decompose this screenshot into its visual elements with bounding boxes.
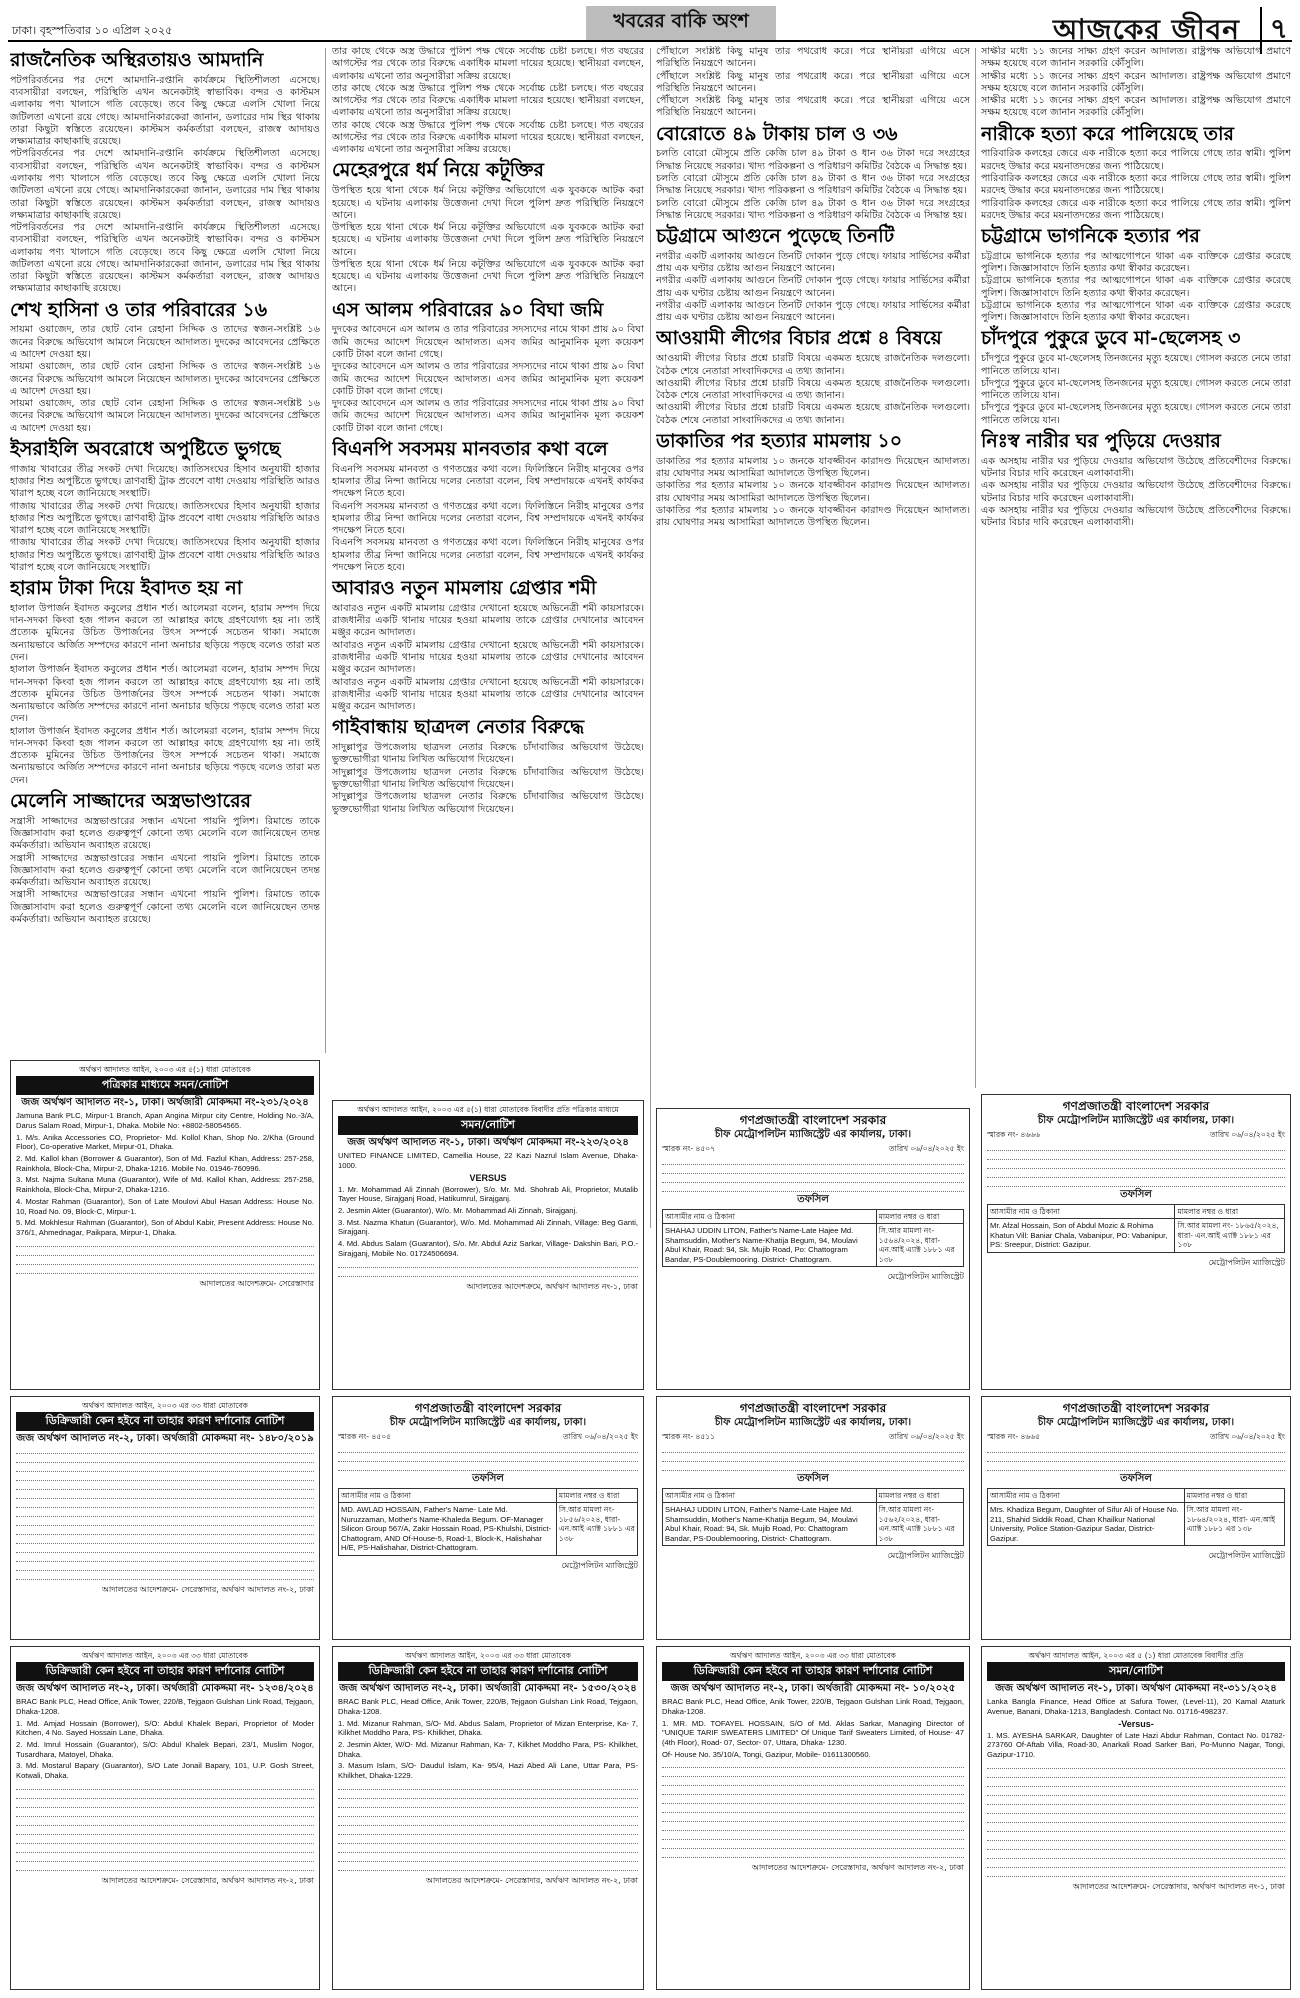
article-body: হালাল উপার্জন ইবাদত কবুলের প্রধান শর্ত। আলেমরা বলেন, হারাম সম্পদ দিয়ে দান-সদকা কিংবা হজ পালন করলে তা আল্লাহর কাছে গ্রহণযোগ্য হয় না। তাই প্রত্যেক মুমিনের উচিত উপার্জনের উৎস সম্পর্কে সচেতন থাকা। সমাজে অন্যায়ভাবে অর্জিত সম্পদের কারণে নানা অনাচার ছড়িয়ে পড়ছে বলেও তারা মত দেন। — [10, 725, 320, 786]
article-headline: নিঃস্ব নারীর ঘর পুড়িয়ে দেওয়ার — [981, 429, 1221, 452]
article-body: আওয়ামী লীগের বিচার প্রশ্নে চারটি বিষয়ে একমত হয়েছে রাজনৈতিক দলগুলো। বৈঠক শেষে নেতারা সাংবাদিকদের এ তথ্য জানান। — [656, 353, 970, 377]
article-body: বিএনপি সবসময় মানবতা ও গণতন্ত্রের কথা বলে। ফিলিস্তিনে নিরীহ মানুষের ওপর হামলার তীব্র নিন্দা জানিয়ে দলের নেতারা বলেন, বিশ্ব সম্প্রদায়কে এখনই কার্যকর পদক্ষেপ নিতে হবে। — [332, 463, 644, 500]
accused-name: Mrs. Khadiza Begum, Daughter of Sifur Ali of House No. 211, Shahid Siddik Road, Chan Khailkur National University, Police Station-Gazipur Sadar, District-Gazipur. — [988, 1503, 1185, 1546]
notice-office: চীফ মেট্রোপলিটন ম্যাজিস্ট্রেট এর কার্যালয়, ঢাকা। — [389, 1417, 587, 1428]
article-body: আবারও নতুন একটি মামলায় গ্রেপ্তার দেখানো হয়েছে অভিনেত্রী শমী কায়সারকে। রাজধানীর একটি থানায় দায়ের হওয়া মামলায় তাকে গ্রেপ্তার দেখানোর আবেদন মঞ্জুর করেন আদালত। — [332, 676, 644, 713]
notice-defendant: 3. Mst. Nazma Khatun (Guarantor), W/o. Md. Mohammad Ali Zinnah, Village: Beg Ganti, Sirajganj. — [338, 1217, 638, 1237]
notice-law-line: অর্থঋণ আদালত আইন, ২০০৩ এর ৩৩ ধারা মোতাবেক — [82, 1401, 248, 1410]
table-header: মামলার নম্বর ও ধারা — [556, 1489, 637, 1503]
notice-defendant: 2. Md. Imrul Hossain (Guarantor), S/O: Abdul Khalek Bepari, 23/1, Muslim Nogor, Tusardhara, Matoyel, Dhaka. — [16, 1740, 314, 1759]
table-header: আসামীর নাম ও ঠিকানা — [663, 1210, 877, 1224]
notice-law-line: অর্থঋণ আদালত আইন, ২০০৩ এর ৩৩ ধারা মোতাবেক — [730, 1651, 896, 1660]
cmm-notice — [332, 1396, 644, 1640]
notice-signature: মেট্রোপলিটন ম্যাজিস্ট্রেট — [1208, 1257, 1285, 1267]
article-body: পারিবারিক কলহের জেরে এক নারীকে হত্যা করে পালিয়ে গেছে তার স্বামী। পুলিশ মরদেহ উদ্ধার করে ময়নাতদন্তের জন্য পাঠিয়েছে। — [981, 172, 1291, 197]
notice-date: তারিখ ০৬/০৪/২০২৫ ইং — [1210, 1129, 1285, 1139]
article-body: নগরীর একটি এলাকায় আগুনে তিনটি দোকান পুড়ে গেছে। ফায়ার সার্ভিসের কর্মীরা প্রায় এক ঘণ্টার চেষ্টায় আগুন নিয়ন্ত্রণে আনেন। — [656, 299, 970, 324]
notice-court: জজ অর্থঋণ আদালত নং-১, ঢাকা। অর্থঋণ মোকদ্দমা নং-২২৩/২০২৪ — [347, 1136, 629, 1148]
notice-defendant: 1. Mr. Mohammad Ali Zinnah (Borrower), S/o. Mr. Md. Shohrab Ali, Proprietor, Mutalib Tayer House, Sirajganj Road, Hatikumrul, Sirajganj. — [338, 1184, 638, 1204]
article-body: পটপরিবর্তনের পর দেশে আমদানি-রপ্তানি কার্যক্রমে স্থিতিশীলতা এসেছে। ব্যবসায়ীরা বলছেন, পরিস্থিতি এখন অনেকটাই স্বাভাবিক। বন্দর ও কাস্টমস এলাকায় পণ্য খালাসে গতি বেড়েছে। তবে কিছু ক্ষেত্রে এলসি খোলা নিয়ে জটিলতা এখনো রয়ে গেছে। আমদানিকারকেরা জানান, ডলারের দাম স্থির থাকায় তারা কিছুটা স্বস্তিতে রয়েছেন। কাস্টমস কর্মকর্তারা বলছেন, রাজস্ব আদায়ও লক্ষ্যমাত্রার কাছাকাছি রয়েছে। — [10, 74, 320, 148]
notice-defendant: 5. Md. Mokhlesur Rahman (Guarantor), Son of Abdul Kabir, Present Address: House No. 376/1, Ahmednagar, Paikpara, Mirpur-1, Dhaka. — [16, 1218, 314, 1238]
news-article — [10, 300, 320, 435]
article-body: সাক্ষীর মধ্যে ১১ জনের সাক্ষ্য গ্রহণ করেন আদালত। রাষ্ট্রপক্ষ অভিযোগ প্রমাণে সক্ষম হয়েছে বলে জানান সরকারি কৌঁসুলি। — [981, 46, 1291, 70]
decree-notice — [10, 1396, 320, 1640]
notice-defendant: 4. Md. Abdus Salam (Guarantor), S/o. Mr. Abdul Aziz Sarkar, Village- Dakshin Bari, P.O.- Sirajganj, Mobile No. 01724506694. — [338, 1239, 638, 1258]
notice-signature: মেট্রোপলিটন ম্যাজিস্ট্রেট — [561, 1560, 638, 1570]
case-number: সি.আর মামলা নং- ১৫৬২/২০২৪, ধারা- এন.আই এ্যাক্ট ১৮৮১ এর ১৩৮ — [876, 1503, 963, 1546]
notice-date: তারিখ ০৬/০৪/২০২৫ ইং — [1210, 1431, 1285, 1441]
news-article — [656, 124, 970, 222]
article-body: সাদুল্লাপুর উপজেলায় ছাত্রদল নেতার বিরুদ্ধে চাঁদাবাজির অভিযোগ উঠেছে। ভুক্তভোগীরা থানায় লিখিত অভিযোগ দিয়েছেন। — [332, 766, 644, 790]
notice-court: জজ অর্থঋণ আদালত নং-২, ঢাকা। অর্থজারী মোকদ্দমা নং- ১৪৮০/২০১৯ — [16, 1432, 314, 1444]
article-body: সাক্ষীর মধ্যে ১১ জনের সাক্ষ্য গ্রহণ করেন আদালত। রাষ্ট্রপক্ষ অভিযোগ প্রমাণে সক্ষম হয়েছে বলে জানান সরকারি কৌঁসুলি। — [981, 95, 1291, 119]
accused-table — [662, 1488, 964, 1546]
article-body: পৌঁছালে সংশ্লিষ্ট কিছু মানুষ তার পথরোধ করে। পরে স্থানীয়রা এগিয়ে এসে পরিস্থিতি নিয়ন্ত্রণে আনেন। — [656, 95, 970, 119]
article-headline: মেহেরপুরে ধর্ম নিয়ে কটূক্তির — [332, 159, 544, 182]
cmm-notice — [981, 1094, 1291, 1390]
accused-table — [338, 1488, 638, 1556]
notice-court: জজ অর্থঋণ আদালত নং-১, ঢাকা। অর্থজারী মোকদ্দমা নং-২৩১/২০২৪ — [21, 1096, 309, 1108]
article-headline: মেলেনি সাজ্জাদের অস্ত্রভাণ্ডারের — [10, 789, 251, 812]
table-header: আসামীর নাম ও ঠিকানা — [988, 1489, 1185, 1503]
news-article — [332, 46, 644, 156]
notice-title: ডিক্রিজারী কেন হইবে না তাহার কারণ দর্শানোর নোটিশ — [662, 1662, 964, 1680]
notice-signature: আদালতের আদেশক্রমে- সেরেস্তাদার, অর্থঋণ আদালত নং-২, ঢাকা — [101, 1875, 314, 1885]
page-header-band — [8, 6, 1292, 46]
notice-law-line: অর্থঋণ আদালত আইন, ২০০৩ এর ৫ (১) ধারা মোতাবেক বিবাদীর প্রতি — [1028, 1651, 1244, 1660]
notice-plaintiff: Jamuna Bank PLC, Mirpur-1 Branch, Apan Angina Mirpur city Centre, Holding No.-3/A, Darus Salam Road, Mirpur-1, Dhaka. Mobile No: +8802-58054565. — [16, 1111, 314, 1130]
notice-title: সমন/নোটিশ — [338, 1116, 638, 1134]
notice-defendant: 1. Md. Mizanur Rahman, S/O- Md. Abdus Salam, Proprietor of Mizan Enterprise, Ka- 7, Kilkhet Moddho Para, PS- Khilkhet, Dhaka. — [338, 1718, 638, 1738]
article-body: উপস্থিত হয়ে থানা থেকে ধর্ম নিয়ে কটূক্তির অভিযোগে এক যুবককে আটক করা হয়েছে। এ ঘটনায় এলাকায় উত্তেজনা দেখা দিলে পুলিশ দ্রুত পরিস্থিতি নিয়ন্ত্রণে আনে। — [332, 222, 644, 258]
news-article — [981, 124, 1291, 222]
notice-defendant: 2. Jesmin Akter (Guarantor), W/o. Mr. Mohammad Ali Zinnah, Sirajganj. — [338, 1206, 578, 1216]
notice-office: চীফ মেট্রোপলিটন ম্যাজিস্ট্রেট এর কার্যালয়, ঢাকা। — [1037, 1115, 1235, 1126]
notice-plaintiff: BRAC Bank PLC, Head Office, Anik Tower, 220/B, Tejgaon Gulshan Link Road, Tejgaon, Dhaka-1208. — [16, 1697, 314, 1716]
article-body: দুদকের আবেদনে এস আলম ও তার পরিবারের সদস্যদের নামে থাকা প্রায় ৯০ বিঘা জমি জব্দের আদেশ দিয়েছেন আদালত। এসব জমির আনুমানিক মূল্য কয়েকশ কোটি টাকা বলে জানা গেছে। — [332, 324, 644, 360]
article-body: চলতি বোরো মৌসুমে প্রতি কেজি চাল ৪৯ টাকা ও ধান ৩৬ টাকা দরে সংগ্রহের সিদ্ধান্ত নিয়েছে সরকার। খাদ্য পরিকল্পনা ও পরিধারণ কমিটির বৈঠকে এ সিদ্ধান্ত হয়। — [656, 197, 970, 221]
decree-notice-brac-bank — [332, 1646, 644, 1990]
notice-schedule: তফসিল — [1120, 1472, 1152, 1484]
news-article — [981, 328, 1291, 426]
article-body: চলতি বোরো মৌসুমে প্রতি কেজি চাল ৪৯ টাকা ও ধান ৩৬ টাকা দরে সংগ্রহের সিদ্ধান্ত নিয়েছে সরকার। খাদ্য পরিকল্পনা ও পরিধারণ কমিটির বৈঠকে এ সিদ্ধান্ত হয়। — [656, 148, 970, 172]
notice-title: সমন/নোটিশ — [987, 1662, 1285, 1680]
table-header: আসামীর নাম ও ঠিকানা — [339, 1489, 557, 1503]
notice-defendant: 3. Md. Mostarul Bapary (Guarantor), S/O Late Jonail Bapary, 101, U.P. Gosh Street, Kotwali, Dhaka. — [16, 1761, 314, 1781]
article-body: চট্টগ্রামে ভাগনিকে হত্যার পর আত্মগোপনে থাকা এক ব্যক্তিকে গ্রেপ্তার করেছে পুলিশ। জিজ্ঞাসাবাদে তিনি হত্যার কথা স্বীকার করেছেন। — [981, 299, 1291, 324]
article-body: হালাল উপার্জন ইবাদত কবুলের প্রধান শর্ত। আলেমরা বলেন, হারাম সম্পদ দিয়ে দান-সদকা কিংবা হজ পালন করলে তা আল্লাহর কাছে গ্রহণযোগ্য হয় না। তাই প্রত্যেক মুমিনের উচিত উপার্জনের উৎস সম্পর্কে সচেতন থাকা। সমাজে অন্যায়ভাবে অর্জিত সম্পদের কারণে নানা অনাচার ছড়িয়ে পড়ছে বলেও তারা মত দেন। — [10, 664, 320, 725]
masthead-logo: আজকের জীবন — [1052, 13, 1240, 46]
table-header: আসামীর নাম ও ঠিকানা — [988, 1205, 1175, 1219]
article-headline: হারাম টাকা দিয়ে ইবাদত হয় না — [10, 577, 243, 600]
article-body: সন্ত্রাসী সাজ্জাদের অস্ত্রভাণ্ডারের সন্ধান এখনো পায়নি পুলিশ। রিমান্ডে তাকে জিজ্ঞাসাবাদ করা হলেও গুরুত্বপূর্ণ কোনো তথ্য মেলেনি বলে জানিয়েছেন তদন্ত কর্মকর্তারা। অভিযান অব্যাহত রয়েছে। — [10, 852, 320, 889]
notice-date: তারিখ ০৬/০৪/২০২৫ ইং — [889, 1143, 964, 1153]
news-article — [332, 300, 644, 435]
column-4 — [981, 46, 1291, 1086]
notice-plaintiff: BRAC Bank PLC, Head Office, Anik Tower, 220/B, Tejgaon Gulshan Link Road, Tejgaon, Dhaka-1208. — [338, 1697, 638, 1716]
notice-signature: আদালতের আদেশক্রমে, অর্থঋণ আদালত নং-১, ঢাকা — [466, 1281, 638, 1291]
article-body: সন্ত্রাসী সাজ্জাদের অস্ত্রভাণ্ডারের সন্ধান এখনো পায়নি পুলিশ। রিমান্ডে তাকে জিজ্ঞাসাবাদ করা হলেও গুরুত্বপূর্ণ কোনো তথ্য মেলেনি বলে জানিয়েছেন তদন্ত কর্মকর্তারা। অভিযান অব্যাহত রয়েছে। — [10, 815, 320, 852]
article-body: চাঁদপুরে পুকুরে ডুবে মা-ছেলেসহ তিনজনের মৃত্যু হয়েছে। গোসল করতে নেমে তারা পানিতে তলিয়ে যান। — [981, 402, 1291, 426]
accused-name: MD. AWLAD HOSSAIN, Father's Name- Late Md. Nuruzzaman, Mother's Name-Khaleda Begum. OF-Manager Silicon Group 567/A, Zakir Hossain Road, PS-Khulshi, District-Chattogram, AND Of-House-5, Road-1, Block-K, Halishahar H/E, PS-Halishahar, District-Chattogram. — [339, 1503, 557, 1555]
article-body: নগরীর একটি এলাকায় আগুনে তিনটি দোকান পুড়ে গেছে। ফায়ার সার্ভিসের কর্মীরা প্রায় এক ঘণ্টার চেষ্টায় আগুন নিয়ন্ত্রণে আনেন। — [656, 250, 970, 275]
notice-office: চীফ মেট্রোপলিটন ম্যাজিস্ট্রেট এর কার্যালয়, ঢাকা। — [714, 1129, 912, 1140]
news-article — [10, 578, 320, 787]
article-body: এক অসহায় নারীর ঘর পুড়িয়ে দেওয়ার অভিযোগ উঠেছে প্রতিবেশীদের বিরুদ্ধে। ঘটনার বিচার দাবি করেছেন এলাকাবাসী। — [981, 504, 1291, 529]
accused-name: Mr. Afzal Hossain, Son of Abdul Mozic & Rohima Khatun Vill: Baniar Chala, Vabanipur, PO: Vabanipur, PS: Sreepur, District: Gazipur. — [988, 1219, 1175, 1252]
article-body: পটপরিবর্তনের পর দেশে আমদানি-রপ্তানি কার্যক্রমে স্থিতিশীলতা এসেছে। ব্যবসায়ীরা বলছেন, পরিস্থিতি এখন অনেকটাই স্বাভাবিক। বন্দর ও কাস্টমস এলাকায় পণ্য খালাসে গতি বেড়েছে। তবে কিছু ক্ষেত্রে এলসি খোলা নিয়ে জটিলতা এখনো রয়ে গেছে। আমদানিকারকেরা জানান, ডলারের দাম স্থির থাকায় তারা কিছুটা স্বস্তিতে রয়েছেন। কাস্টমস কর্মকর্তারা বলছেন, রাজস্ব আদায়ও লক্ষ্যমাত্রার কাছাকাছি রয়েছে। — [10, 148, 320, 221]
article-body: ডাকাতির পর হত্যার মামলায় ১০ জনকে যাবজ্জীবন কারাদণ্ড দিয়েছেন আদালত। রায় ঘোষণার সময় আসামিরা আদালতে উপস্থিত ছিলেন। — [656, 504, 970, 529]
article-body: গাজায় খাবারের তীব্র সংকট দেখা দিয়েছে। জাতিসংঘের হিসাব অনুযায়ী হাজার হাজার শিশু অপুষ্টিতে ভুগছে। ত্রাণবাহী ট্রাক প্রবেশে বাধা দেওয়ায় পরিস্থিতি আরও খারাপ হচ্ছে বলে জানিয়েছে সংস্থাটি। — [10, 500, 320, 537]
news-article — [656, 226, 970, 324]
news-article — [10, 791, 320, 926]
article-body: চট্টগ্রামে ভাগনিকে হত্যার পর আত্মগোপনে থাকা এক ব্যক্তিকে গ্রেপ্তার করেছে পুলিশ। জিজ্ঞাসাবাদে তিনি হত্যার কথা স্বীকার করেছেন। — [981, 250, 1291, 275]
notice-defendant: 1. MS. AYESHA SARKAR, Daughter of Late Hazi Abdur Rahman, Contact No. 01782-273760 Of-Aftab Villa, Road-30, Anarkali Road Sarker Bari, Po-Munno Nagar, Tongi, Gazipur-1710. — [987, 1730, 1285, 1760]
article-body: পৌঁছালে সংশ্লিষ্ট কিছু মানুষ তার পথরোধ করে। পরে স্থানীয়রা এগিয়ে এসে পরিস্থিতি নিয়ন্ত্রণে আনেন। — [656, 70, 970, 94]
notice-signature: আদালতের আদেশক্রমে- সেরেস্তাদার — [199, 1278, 314, 1288]
cmm-notice — [656, 1396, 970, 1640]
news-article — [332, 717, 644, 815]
notice-memo-no: স্মারক নং- ৪৬৬৫ — [987, 1431, 1041, 1441]
page-number: ৭ — [1260, 7, 1288, 54]
table-header: মামলার নম্বর ও ধারা — [876, 1489, 963, 1503]
article-body: হালাল উপার্জন ইবাদত কবুলের প্রধান শর্ত। আলেমরা বলেন, হারাম সম্পদ দিয়ে দান-সদকা কিংবা হজ পালন করলে তা আল্লাহর কাছে গ্রহণযোগ্য হয় না। তাই প্রত্যেক মুমিনের উচিত উপার্জনের উৎস সম্পর্কে সচেতন থাকা। সমাজে অন্যায়ভাবে অর্জিত সম্পদের কারণে নানা অনাচার ছড়িয়ে পড়ছে বলেও তারা মত দেন। — [10, 602, 320, 663]
case-number: সি.আর মামলা নং- ১৮৬৫/২০২৪, ধারা- এন.আই এ্যাক্ট ১৮৮১ এর ১৩৮ — [1175, 1219, 1285, 1252]
column-2 — [332, 46, 644, 1056]
notice-title: ডিক্রিজারী কেন হইবে না তাহার কারণ দর্শানোর নোটিশ — [16, 1412, 314, 1430]
notice-government: গণপ্রজাতন্ত্রী বাংলাদেশ সরকার — [1062, 1099, 1210, 1113]
notice-title: ডিক্রিজারী কেন হইবে না তাহার কারণ দর্শানোর নোটিশ — [338, 1662, 638, 1680]
notice-schedule: তফসিল — [1120, 1188, 1152, 1200]
article-body: আওয়ামী লীগের বিচার প্রশ্নে চারটি বিষয়ে একমত হয়েছে রাজনৈতিক দলগুলো। বৈঠক শেষে নেতারা সাংবাদিকদের এ তথ্য জানান। — [656, 402, 970, 426]
article-body: এক অসহায় নারীর ঘর পুড়িয়ে দেওয়ার অভিযোগ উঠেছে প্রতিবেশীদের বিরুদ্ধে। ঘটনার বিচার দাবি করেছেন এলাকাবাসী। — [981, 480, 1291, 504]
notice-defendant: 3. Mst. Najma Sultana Muna (Guarantor), Wife of Md. Kallol Khan, Address: 257-258, Rainkhola, Block-Cha, Mirpur-2, Dhaka-1216. — [16, 1175, 314, 1195]
table-header: মামলার নম্বর ও ধারা — [876, 1210, 963, 1224]
notice-plaintiff: UNITED FINANCE LIMITED, Camellia House, 22 Kazi Nazrul Islam Avenue, Dhaka-1000. — [338, 1151, 638, 1170]
case-number: সি.আর মামলা নং- ১৫৬৪/২০২৪, ধারা- এন.আই এ্যাক্ট ১৮৮১ এর ১৩৮ — [876, 1224, 963, 1267]
article-headline: আওয়ামী লীগের বিচার প্রশ্নে ৪ বিষয়ে — [656, 327, 942, 350]
notice-court: জজ অর্থঋণ আদালত নং-২, ঢাকা। অর্থজারী মোকদ্দমা নং- ১০/২০২৫ — [670, 1682, 956, 1694]
article-body: দুদকের আবেদনে এস আলম ও তার পরিবারের সদস্যদের নামে থাকা প্রায় ৯০ বিঘা জমি জব্দের আদেশ দিয়েছেন আদালত। এসব জমির আনুমানিক মূল্য কয়েকশ কোটি টাকা বলে জানা গেছে। — [332, 361, 644, 397]
notice-defendant: 1. MR. MD. TOFAYEL HOSSAIN, S/O of Md. Aklas Sarkar, Managing Director of "UNIQUE TARIF SWEATERS LIMITED" Of Unique Tarif Sweaters Limited, of House- 47 (4th Floor), Road- 07, Sector- 07, Uttara, Dhaka- 1230. — [662, 1718, 964, 1748]
accused-name: SHAHAJ UDDIN LITON, Father's Name-Late Hajee Md. Shamsuddin, Mother's Name-Khatija Begum, 94, Moulavi Abul Khair, Road: 94, Sk. Mujib Road, Po: Chattogram Bandar, PS-Doublemooring. District- Chattogram. — [663, 1224, 877, 1267]
notice-title: ডিক্রিজারী কেন হইবে না তাহার কারণ দর্শানোর নোটিশ — [16, 1662, 314, 1680]
article-headline: আবারও নতুন মামলায় গ্রেপ্তার শমী — [332, 577, 597, 600]
news-article — [10, 50, 320, 296]
article-body: সাদুল্লাপুর উপজেলায় ছাত্রদল নেতার বিরুদ্ধে চাঁদাবাজির অভিযোগ উঠেছে। ভুক্তভোগীরা থানায় লিখিত অভিযোগ দিয়েছেন। — [332, 791, 644, 815]
notice-government: গণপ্রজাতন্ত্রী বাংলাদেশ সরকার — [739, 1113, 887, 1127]
notice-defendant: 1. M/s. Anika Accessories CO, Proprietor- Md. Kollol Khan, Shop No. 2/Kha (Ground Floor), Co-operative Market, Mirpur-01, Dhaka. — [16, 1132, 314, 1152]
news-article — [981, 226, 1291, 324]
article-body: আবারও নতুন একটি মামলায় গ্রেপ্তার দেখানো হয়েছে অভিনেত্রী শমী কায়সারকে। রাজধানীর একটি থানায় দায়ের হওয়া মামলায় তাকে গ্রেপ্তার দেখানোর আবেদন মঞ্জুর করেন আদালত। — [332, 602, 644, 639]
column-rule — [325, 48, 326, 1053]
news-article — [332, 439, 644, 574]
notice-signature: আদালতের আদেশক্রমে- সেরেস্তাদার, অর্থঋণ আদালত নং-২, ঢাকা — [425, 1875, 638, 1885]
article-body: উপস্থিত হয়ে থানা থেকে ধর্ম নিয়ে কটূক্তির অভিযোগে এক যুবককে আটক করা হয়েছে। এ ঘটনায় এলাকায় উত্তেজনা দেখা দিলে পুলিশ দ্রুত পরিস্থিতি নিয়ন্ত্রণে আনে। — [332, 258, 644, 295]
notice-defendant: 1. Md. Amjad Hossain (Borrower), S/O: Abdul Khalek Bepari, Proprietor of Moder Kitchen, 4 No. Sayed Hossain Lane, Dhaka. — [16, 1718, 314, 1738]
notice-defendant: 4. Mostar Rahman (Guarantor), Son of Late Moulovi Abul Hasan Address: House No. 10, Road No. 09, Block-C, Mirpur-1. — [16, 1196, 314, 1216]
notice-plaintiff: BRAC Bank PLC, Head Office, Anik Tower, 220/B, Tejgaon Gulshan Link Road, Tejgaon, Dhaka-1208. — [662, 1697, 964, 1716]
table-header: মামলার নম্বর ও ধারা — [1175, 1205, 1285, 1219]
case-number: সি.আর মামলা নং- ১৮৫৬/২০২৪, ধারা- এন.আই এ্যাক্ট ১৮৮১ এর ১৩৮ — [556, 1503, 637, 1555]
article-body: আবারও নতুন একটি মামলায় গ্রেপ্তার দেখানো হয়েছে অভিনেত্রী শমী কায়সারকে। রাজধানীর একটি থানায় দায়ের হওয়া মামলায় তাকে গ্রেপ্তার দেখানোর আবেদন মঞ্জুর করেন আদালত। — [332, 639, 644, 676]
article-body: পারিবারিক কলহের জেরে এক নারীকে হত্যা করে পালিয়ে গেছে তার স্বামী। পুলিশ মরদেহ উদ্ধার করে ময়নাতদন্তের জন্য পাঠিয়েছে। — [981, 148, 1291, 172]
notice-schedule: তফসিল — [797, 1193, 829, 1205]
notice-plaintiff: Lanka Bangla Finance, Head Office at Safura Tower, (Level-11), 20 Kamal Ataturk Avenue, Banani, Dhaka-1213, Bangladesh. Contact No. 01716-498237. — [987, 1697, 1285, 1716]
notice-defendant: 3. Masum Islam, S/O- Daudul Islam, Ka- 95/4, Hazi Abed Ali Lane, Uttar Para, PS- Khilkhet, Dhaka-1229. — [338, 1761, 638, 1781]
article-body: বিএনপি সবসময় মানবতা ও গণতন্ত্রের কথা বলে। ফিলিস্তিনে নিরীহ মানুষের ওপর হামলার তীব্র নিন্দা জানিয়ে দলের নেতারা বলেন, বিশ্ব সম্প্রদায়কে এখনই কার্যকর পদক্ষেপ নিতে হবে। — [332, 537, 644, 573]
notice-title: পত্রিকার মাধ্যমে সমন/নোটিশ — [16, 1076, 314, 1094]
article-body: ডাকাতির পর হত্যার মামলায় ১০ জনকে যাবজ্জীবন কারাদণ্ড দিয়েছেন আদালত। রায় ঘোষণার সময় আসামিরা আদালতে উপস্থিত ছিলেন। — [656, 455, 970, 480]
article-body: গাজায় খাবারের তীব্র সংকট দেখা দিয়েছে। জাতিসংঘের হিসাব অনুযায়ী হাজার হাজার শিশু অপুষ্টিতে ভুগছে। ত্রাণবাহী ট্রাক প্রবেশে বাধা দেওয়ায় পরিস্থিতি আরও খারাপ হচ্ছে বলে জানিয়েছে সংস্থাটি। — [10, 463, 320, 500]
article-headline: নারীকে হত্যা করে পালিয়েছে তার — [981, 122, 1234, 145]
article-headline: বিএনপি সবসময় মানবতার কথা বলে — [332, 437, 608, 460]
article-body: চলতি বোরো মৌসুমে প্রতি কেজি চাল ৪৯ টাকা ও ধান ৩৬ টাকা দরে সংগ্রহের সিদ্ধান্ত নিয়েছে সরকার। খাদ্য পরিকল্পনা ও পরিধারণ কমিটির বৈঠকে এ সিদ্ধান্ত হয়। — [656, 172, 970, 197]
notice-government: গণপ্রজাতন্ত্রী বাংলাদেশ সরকার — [414, 1401, 562, 1415]
notice-versus: VERSUS — [469, 1172, 507, 1183]
article-body: সাক্ষীর মধ্যে ১১ জনের সাক্ষ্য গ্রহণ করেন আদালত। রাষ্ট্রপক্ষ অভিযোগ প্রমাণে সক্ষম হয়েছে বলে জানান সরকারি কৌঁসুলি। — [981, 70, 1291, 94]
notice-office: চীফ মেট্রোপলিটন ম্যাজিস্ট্রেট এর কার্যালয়, ঢাকা। — [1037, 1417, 1235, 1428]
case-number: সি.আর মামলা নং- ১৮৬৪/২০২৪, ধারা- এন.আই এ্যাক্ট ১৮৮১ এর ১৩৮ — [1184, 1503, 1284, 1546]
notice-memo-no: স্মারক নং- ৪৫০৫ — [338, 1431, 392, 1441]
article-body: চট্টগ্রামে ভাগনিকে হত্যার পর আত্মগোপনে থাকা এক ব্যক্তিকে গ্রেপ্তার করেছে পুলিশ। জিজ্ঞাসাবাদে তিনি হত্যার কথা স্বীকার করেছেন। — [981, 275, 1291, 299]
article-body: বিএনপি সবসময় মানবতা ও গণতন্ত্রের কথা বলে। ফিলিস্তিনে নিরীহ মানুষের ওপর হামলার তীব্র নিন্দা জানিয়ে দলের নেতারা বলেন, বিশ্ব সম্প্রদায়কে এখনই কার্যকর পদক্ষেপ নিতে হবে। — [332, 500, 644, 537]
notice-law-line: অর্থঋণ আদালত আইন, ২০০৩ এর ৩৩ ধারা মোতাবেক — [405, 1651, 571, 1660]
column-rule — [650, 48, 651, 1228]
notice-memo-no: স্মারক নং- ৪৫১১ — [662, 1431, 715, 1441]
notice-schedule: তফসিল — [797, 1472, 829, 1484]
notice-government: গণপ্রজাতন্ত্রী বাংলাদেশ সরকার — [739, 1401, 887, 1415]
article-body: গাজায় খাবারের তীব্র সংকট দেখা দিয়েছে। জাতিসংঘের হিসাব অনুযায়ী হাজার হাজার শিশু অপুষ্টিতে ভুগছে। ত্রাণবাহী ট্রাক প্রবেশে বাধা দেওয়ায় পরিস্থিতি আরও খারাপ হচ্ছে বলে জানিয়েছে সংস্থাটি। — [10, 537, 320, 573]
notice-schedule: তফসিল — [472, 1472, 504, 1484]
notice-office: চীফ মেট্রোপলিটন ম্যাজিস্ট্রেট এর কার্যালয়, ঢাকা। — [714, 1417, 912, 1428]
notice-signature: আদালতের আদেশক্রমে- সেরেস্তাদার, অর্থঋণ আদালত নং-২, ঢাকা — [101, 1585, 314, 1595]
notice-memo-no: স্মারক নং- ৪৬৬৬ — [987, 1129, 1041, 1139]
article-body: সায়মা ওয়াজেদ, তার ছোট বোন রেহানা সিদ্দিক ও তাদের স্বজন-সংশ্লিষ্ট ১৬ জনের বিরুদ্ধে অভিযোগ আমলে নিয়েছেন আদালত। দুদকের আবেদনের প্রেক্ষিতে এ আদেশ দেওয়া হয়। — [10, 398, 320, 434]
article-body: সাদুল্লাপুর উপজেলায় ছাত্রদল নেতার বিরুদ্ধে চাঁদাবাজির অভিযোগ উঠেছে। ভুক্তভোগীরা থানায় লিখিত অভিযোগ দিয়েছেন। — [332, 742, 644, 766]
news-article — [656, 431, 970, 529]
accused-table — [662, 1209, 964, 1267]
article-body: তার কাছে থেকে অস্ত্র উদ্ধারে পুলিশ পক্ষ থেকে সর্বোচ্চ চেষ্টা চলছে। গত বছরের আগস্টের পর থেকে তার বিরুদ্ধে একাধিক মামলা দায়ের হয়েছে। স্থানীয়রা বলছেন, এলাকায় এখনো তার অনুসারীরা সক্রিয় রয়েছে। — [332, 119, 644, 156]
notice-signature: মেট্রোপলিটন ম্যাজিস্ট্রেট — [887, 1272, 964, 1282]
article-body: পৌঁছালে সংশ্লিষ্ট কিছু মানুষ তার পথরোধ করে। পরে স্থানীয়রা এগিয়ে এসে পরিস্থিতি নিয়ন্ত্রণে আনেন। — [656, 46, 970, 70]
article-body: ডাকাতির পর হত্যার মামলায় ১০ জনকে যাবজ্জীবন কারাদণ্ড দিয়েছেন আদালত। রায় ঘোষণার সময় আসামিরা আদালতে উপস্থিত ছিলেন। — [656, 480, 970, 504]
decree-notice-brac-bank — [656, 1646, 970, 1990]
article-body: পটপরিবর্তনের পর দেশে আমদানি-রপ্তানি কার্যক্রমে স্থিতিশীলতা এসেছে। ব্যবসায়ীরা বলছেন, পরিস্থিতি এখন অনেকটাই স্বাভাবিক। বন্দর ও কাস্টমস এলাকায় পণ্য খালাসে গতি বেড়েছে। তবে কিছু ক্ষেত্রে এলসি খোলা নিয়ে জটিলতা এখনো রয়ে গেছে। আমদানিকারকেরা জানান, ডলারের দাম স্থির থাকায় তারা কিছুটা স্বস্তিতে রয়েছেন। কাস্টমস কর্মকর্তারা বলছেন, রাজস্ব আদায়ও লক্ষ্যমাত্রার কাছাকাছি রয়েছে। — [10, 222, 320, 295]
accused-table — [987, 1488, 1285, 1546]
notice-signature: আদালতের আদেশক্রমে- সেরেস্তাদার, অর্থঋণ আদালত নং-১, ঢাকা — [1072, 1881, 1285, 1891]
article-body: চাঁদপুরে পুকুরে ডুবে মা-ছেলেসহ তিনজনের মৃত্যু হয়েছে। গোসল করতে নেমে তারা পানিতে তলিয়ে যান। — [981, 377, 1291, 402]
article-headline: বোরোতে ৪৯ টাকায় চাল ও ৩৬ — [656, 122, 898, 145]
notice-defendant: 2. Md. Kallol khan (Borrower & Guarantor), Son of Md. Fazlul Khan, Address: 257-258, Rainkhola, Block-Cha, Mirpur-2, Dhaka-1216. Mobile No. 01946-760996. — [16, 1154, 314, 1173]
notice-defendant: 2. Jesmin Akter, W/O- Md. Mizanur Rahman, Ka- 7, Kilkhet Moddho Para, PS- Khilkhet, Dhaka. — [338, 1740, 638, 1759]
notice-memo-no: স্মারক নং- ৪৫০৭ — [662, 1143, 716, 1153]
article-headline: রাজনৈতিক অস্থিরতায়ও আমদানি — [10, 49, 264, 71]
legal-notice-jamuna-bank — [10, 1060, 320, 1390]
notice-law-line: অর্থঋণ আদালত আইন, ২০০৩ এর ৩৩ ধারা মোতাবেক — [82, 1651, 248, 1660]
article-headline: ইসরাইলি অবরোধে অপুষ্টিতে ভুগছে — [10, 437, 281, 460]
article-body: এক অসহায় নারীর ঘর পুড়িয়ে দেওয়ার অভিযোগ উঠেছে প্রতিবেশীদের বিরুদ্ধে। ঘটনার বিচার দাবি করেছেন এলাকাবাসী। — [981, 455, 1291, 480]
cmm-notice — [656, 1108, 970, 1390]
notice-court: জজ অর্থঋণ আদালত নং-২, ঢাকা। অর্থজারী মোকদ্দমা নং- ১৫৩০/২০২৪ — [339, 1682, 637, 1694]
notice-law-line: অর্থঋণ আদালত আইন, ২০০৩ এর ৫(১) ধারা মোতাবেক বিবাদীর প্রতি পত্রিকার মাধ্যমে — [357, 1105, 619, 1114]
article-body: আওয়ামী লীগের বিচার প্রশ্নে চারটি বিষয়ে একমত হয়েছে রাজনৈতিক দলগুলো। বৈঠক শেষে নেতারা সাংবাদিকদের এ তথ্য জানান। — [656, 377, 970, 402]
notice-versus: -Versus- — [1118, 1718, 1154, 1729]
notice-signature: আদালতের আদেশক্রমে- সেরেস্তাদার, অর্থঋণ আদালত নং-২, ঢাকা — [751, 1863, 964, 1873]
news-article — [332, 578, 644, 713]
article-body: তার কাছে থেকে অস্ত্র উদ্ধারে পুলিশ পক্ষ থেকে সর্বোচ্চ চেষ্টা চলছে। গত বছরের আগস্টের পর থেকে তার বিরুদ্ধে একাধিক মামলা দায়ের হয়েছে। স্থানীয়রা বলছেন, এলাকায় এখনো তার অনুসারীরা সক্রিয় রয়েছে। — [332, 46, 644, 82]
article-headline: গাইবান্ধায় ছাত্রদল নেতার বিরুদ্ধে — [332, 716, 585, 739]
section-title: খবরের বাকি অংশ — [586, 6, 776, 40]
notice-defendant: Of- House No. 35/10/A, Tongi, Gazipur, Mobile- 01611300560. — [662, 1749, 871, 1759]
notice-signature: মেট্রোপলিটন ম্যাজিস্ট্রেট — [1208, 1551, 1285, 1561]
article-body: সায়মা ওয়াজেদ, তার ছোট বোন রেহানা সিদ্দিক ও তাদের স্বজন-সংশ্লিষ্ট ১৬ জনের বিরুদ্ধে অভিযোগ আমলে নিয়েছেন আদালত। দুদকের আবেদনের প্রেক্ষিতে এ আদেশ দেওয়া হয়। — [10, 361, 320, 397]
decree-notice-brac-bank — [10, 1646, 320, 1990]
news-article — [981, 46, 1291, 120]
column-rule — [975, 48, 976, 1088]
cmm-notice — [981, 1396, 1291, 1640]
article-body: উপস্থিত হয়ে থানা থেকে ধর্ম নিয়ে কটূক্তির অভিযোগে এক যুবককে আটক করা হয়েছে। এ ঘটনায় এলাকায় উত্তেজনা দেখা দিলে পুলিশ দ্রুত পরিস্থিতি নিয়ন্ত্রণে আনে। — [332, 185, 644, 221]
issue-date: ঢাকা। বৃহস্পতিবার ১০ এপ্রিল ২০২৫ — [12, 24, 173, 37]
article-body: নগরীর একটি এলাকায় আগুনে তিনটি দোকান পুড়ে গেছে। ফায়ার সার্ভিসের কর্মীরা প্রায় এক ঘণ্টার চেষ্টায় আগুন নিয়ন্ত্রণে আনেন। — [656, 275, 970, 299]
article-headline: এস আলম পরিবারের ৯০ বিঘা জমি — [332, 298, 604, 321]
article-headline: চট্টগ্রামে ভাগনিকে হত্যার পর — [981, 225, 1200, 248]
article-headline: চাঁদপুরে পুকুরে ডুবে মা-ছেলেসহ ৩ — [981, 327, 1241, 350]
news-article — [332, 160, 644, 295]
article-body: পারিবারিক কলহের জেরে এক নারীকে হত্যা করে পালিয়ে গেছে তার স্বামী। পুলিশ মরদেহ উদ্ধার করে ময়নাতদন্তের জন্য পাঠিয়েছে। — [981, 197, 1291, 221]
notice-signature: মেট্রোপলিটন ম্যাজিস্ট্রেট — [887, 1551, 964, 1561]
article-body: সায়মা ওয়াজেদ, তার ছোট বোন রেহানা সিদ্দিক ও তাদের স্বজন-সংশ্লিষ্ট ১৬ জনের বিরুদ্ধে অভিযোগ আমলে নিয়েছেন আদালত। দুদকের আবেদনের প্রেক্ষিতে এ আদেশ দেওয়া হয়। — [10, 324, 320, 360]
article-headline: ডাকাতির পর হত্যার মামলায় ১০ — [656, 429, 903, 452]
notice-date: তারিখ ০৬/০৪/২০২৫ ইং — [889, 1431, 964, 1441]
article-body: সন্ত্রাসী সাজ্জাদের অস্ত্রভাণ্ডারের সন্ধান এখনো পায়নি পুলিশ। রিমান্ডে তাকে জিজ্ঞাসাবাদ করা হলেও গুরুত্বপূর্ণ কোনো তথ্য মেলেনি বলে জানিয়েছেন তদন্ত কর্মকর্তারা। অভিযান অব্যাহত রয়েছে। — [10, 889, 320, 925]
article-headline: চট্টগ্রামে আগুনে পুড়েছে তিনটি — [656, 225, 895, 248]
notice-government: গণপ্রজাতন্ত্রী বাংলাদেশ সরকার — [1062, 1401, 1210, 1415]
news-article — [656, 328, 970, 426]
news-article — [656, 46, 970, 120]
news-article — [10, 439, 320, 574]
notice-court: জজ অর্থঋণ আদালত নং-১, ঢাকা। অর্থঋণ মোকদ্দমা নং-৩১১/২০২৪ — [995, 1682, 1277, 1694]
notice-law-line: অর্থঋণ আদালত আইন, ২০০৩ এর ৫(১) ধারা মোতাবেক — [79, 1065, 251, 1074]
article-body: চাঁদপুরে পুকুরে ডুবে মা-ছেলেসহ তিনজনের মৃত্যু হয়েছে। গোসল করতে নেমে তারা পানিতে তলিয়ে যান। — [981, 353, 1291, 377]
notice-date: তারিখ ০৬/০৪/২০২৫ ইং — [563, 1431, 638, 1441]
news-article — [981, 431, 1291, 529]
article-body: তার কাছে থেকে অস্ত্র উদ্ধারে পুলিশ পক্ষ থেকে সর্বোচ্চ চেষ্টা চলছে। গত বছরের আগস্টের পর থেকে তার বিরুদ্ধে একাধিক মামলা দায়ের হয়েছে। স্থানীয়রা বলছেন, এলাকায় এখনো তার অনুসারীরা সক্রিয় রয়েছে। — [332, 82, 644, 119]
article-body: দুদকের আবেদনে এস আলম ও তার পরিবারের সদস্যদের নামে থাকা প্রায় ৯০ বিঘা জমি জব্দের আদেশ দিয়েছেন আদালত। এসব জমির আনুমানিক মূল্য কয়েকশ কোটি টাকা বলে জানা গেছে। — [332, 398, 644, 434]
table-header: মামলার নম্বর ও ধারা — [1184, 1489, 1284, 1503]
legal-notice-united-finance — [332, 1100, 644, 1390]
accused-name: SHAHAJ UDDIN LITON, Father's Name-Late Hajee Md. Shamsuddin, Mother's Name-Khatija Begum, 94, Moulavi Abul Khair, Road: 94, Sk. Mujib Road, Po: Chattogram Bandar, PS-Doublemooring, District- Chattogram. — [663, 1503, 877, 1546]
notice-court: জজ অর্থঋণ আদালত নং-২, ঢাকা। অর্থজারী মোকদ্দমা নং- ১২৩৪/২০২৪ — [16, 1682, 314, 1694]
accused-table — [987, 1204, 1285, 1253]
column-3 — [656, 46, 970, 1101]
legal-notice-lanka-bangla — [981, 1646, 1291, 1990]
table-header: আসামীর নাম ও ঠিকানা — [663, 1489, 877, 1503]
article-headline: শেখ হাসিনা ও তার পরিবারের ১৬ — [10, 298, 268, 321]
column-1 — [10, 46, 320, 1056]
